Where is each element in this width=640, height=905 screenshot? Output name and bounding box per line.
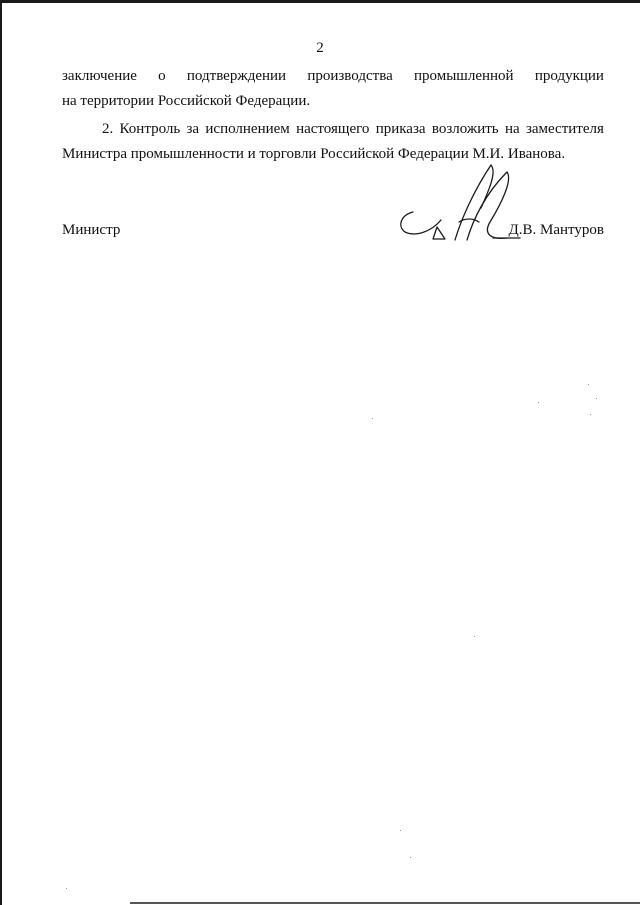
- word: приказа: [375, 121, 426, 137]
- paragraph-line: Министра промышленности и торговли Российской Федерации М.И. Иванова.: [62, 146, 566, 162]
- word: о: [158, 68, 166, 84]
- signer-title: Министр: [62, 222, 121, 238]
- word: промышленной: [414, 68, 514, 84]
- word: Контроль: [119, 121, 181, 137]
- word: 2.: [102, 121, 114, 137]
- word: за: [186, 121, 200, 137]
- scan-speck: [590, 414, 591, 415]
- scan-speck: [588, 384, 589, 385]
- scan-edge-bottom: [130, 902, 640, 904]
- word: возложить: [431, 121, 499, 137]
- paragraph-line: на территории Российской Федерации.: [62, 93, 311, 109]
- word: продукции: [534, 68, 604, 84]
- paragraph-conclusion: [62, 64, 604, 114]
- word: настоящего: [296, 121, 370, 137]
- scan-speck: [410, 857, 411, 858]
- scan-speck: [400, 830, 401, 831]
- word: заключение: [62, 68, 137, 84]
- scan-speck: [474, 636, 475, 637]
- signer-name: Д.В. Мантуров: [508, 222, 604, 238]
- scan-speck: [596, 398, 597, 399]
- word: производства: [307, 68, 393, 84]
- paragraph-line: [62, 117, 604, 142]
- word: исполнением: [205, 121, 290, 137]
- word: на: [504, 121, 520, 137]
- scan-edge-top: [0, 0, 640, 3]
- scan-edge-left: [0, 0, 2, 905]
- word: заместителя: [525, 121, 604, 137]
- paragraph-line: [62, 64, 604, 89]
- scan-speck: [372, 418, 373, 419]
- handwritten-signature-icon: [395, 160, 525, 245]
- page-number: 2: [316, 40, 324, 56]
- scan-speck: [66, 888, 67, 889]
- scan-speck: [538, 402, 539, 403]
- word: подтверждении: [186, 68, 287, 84]
